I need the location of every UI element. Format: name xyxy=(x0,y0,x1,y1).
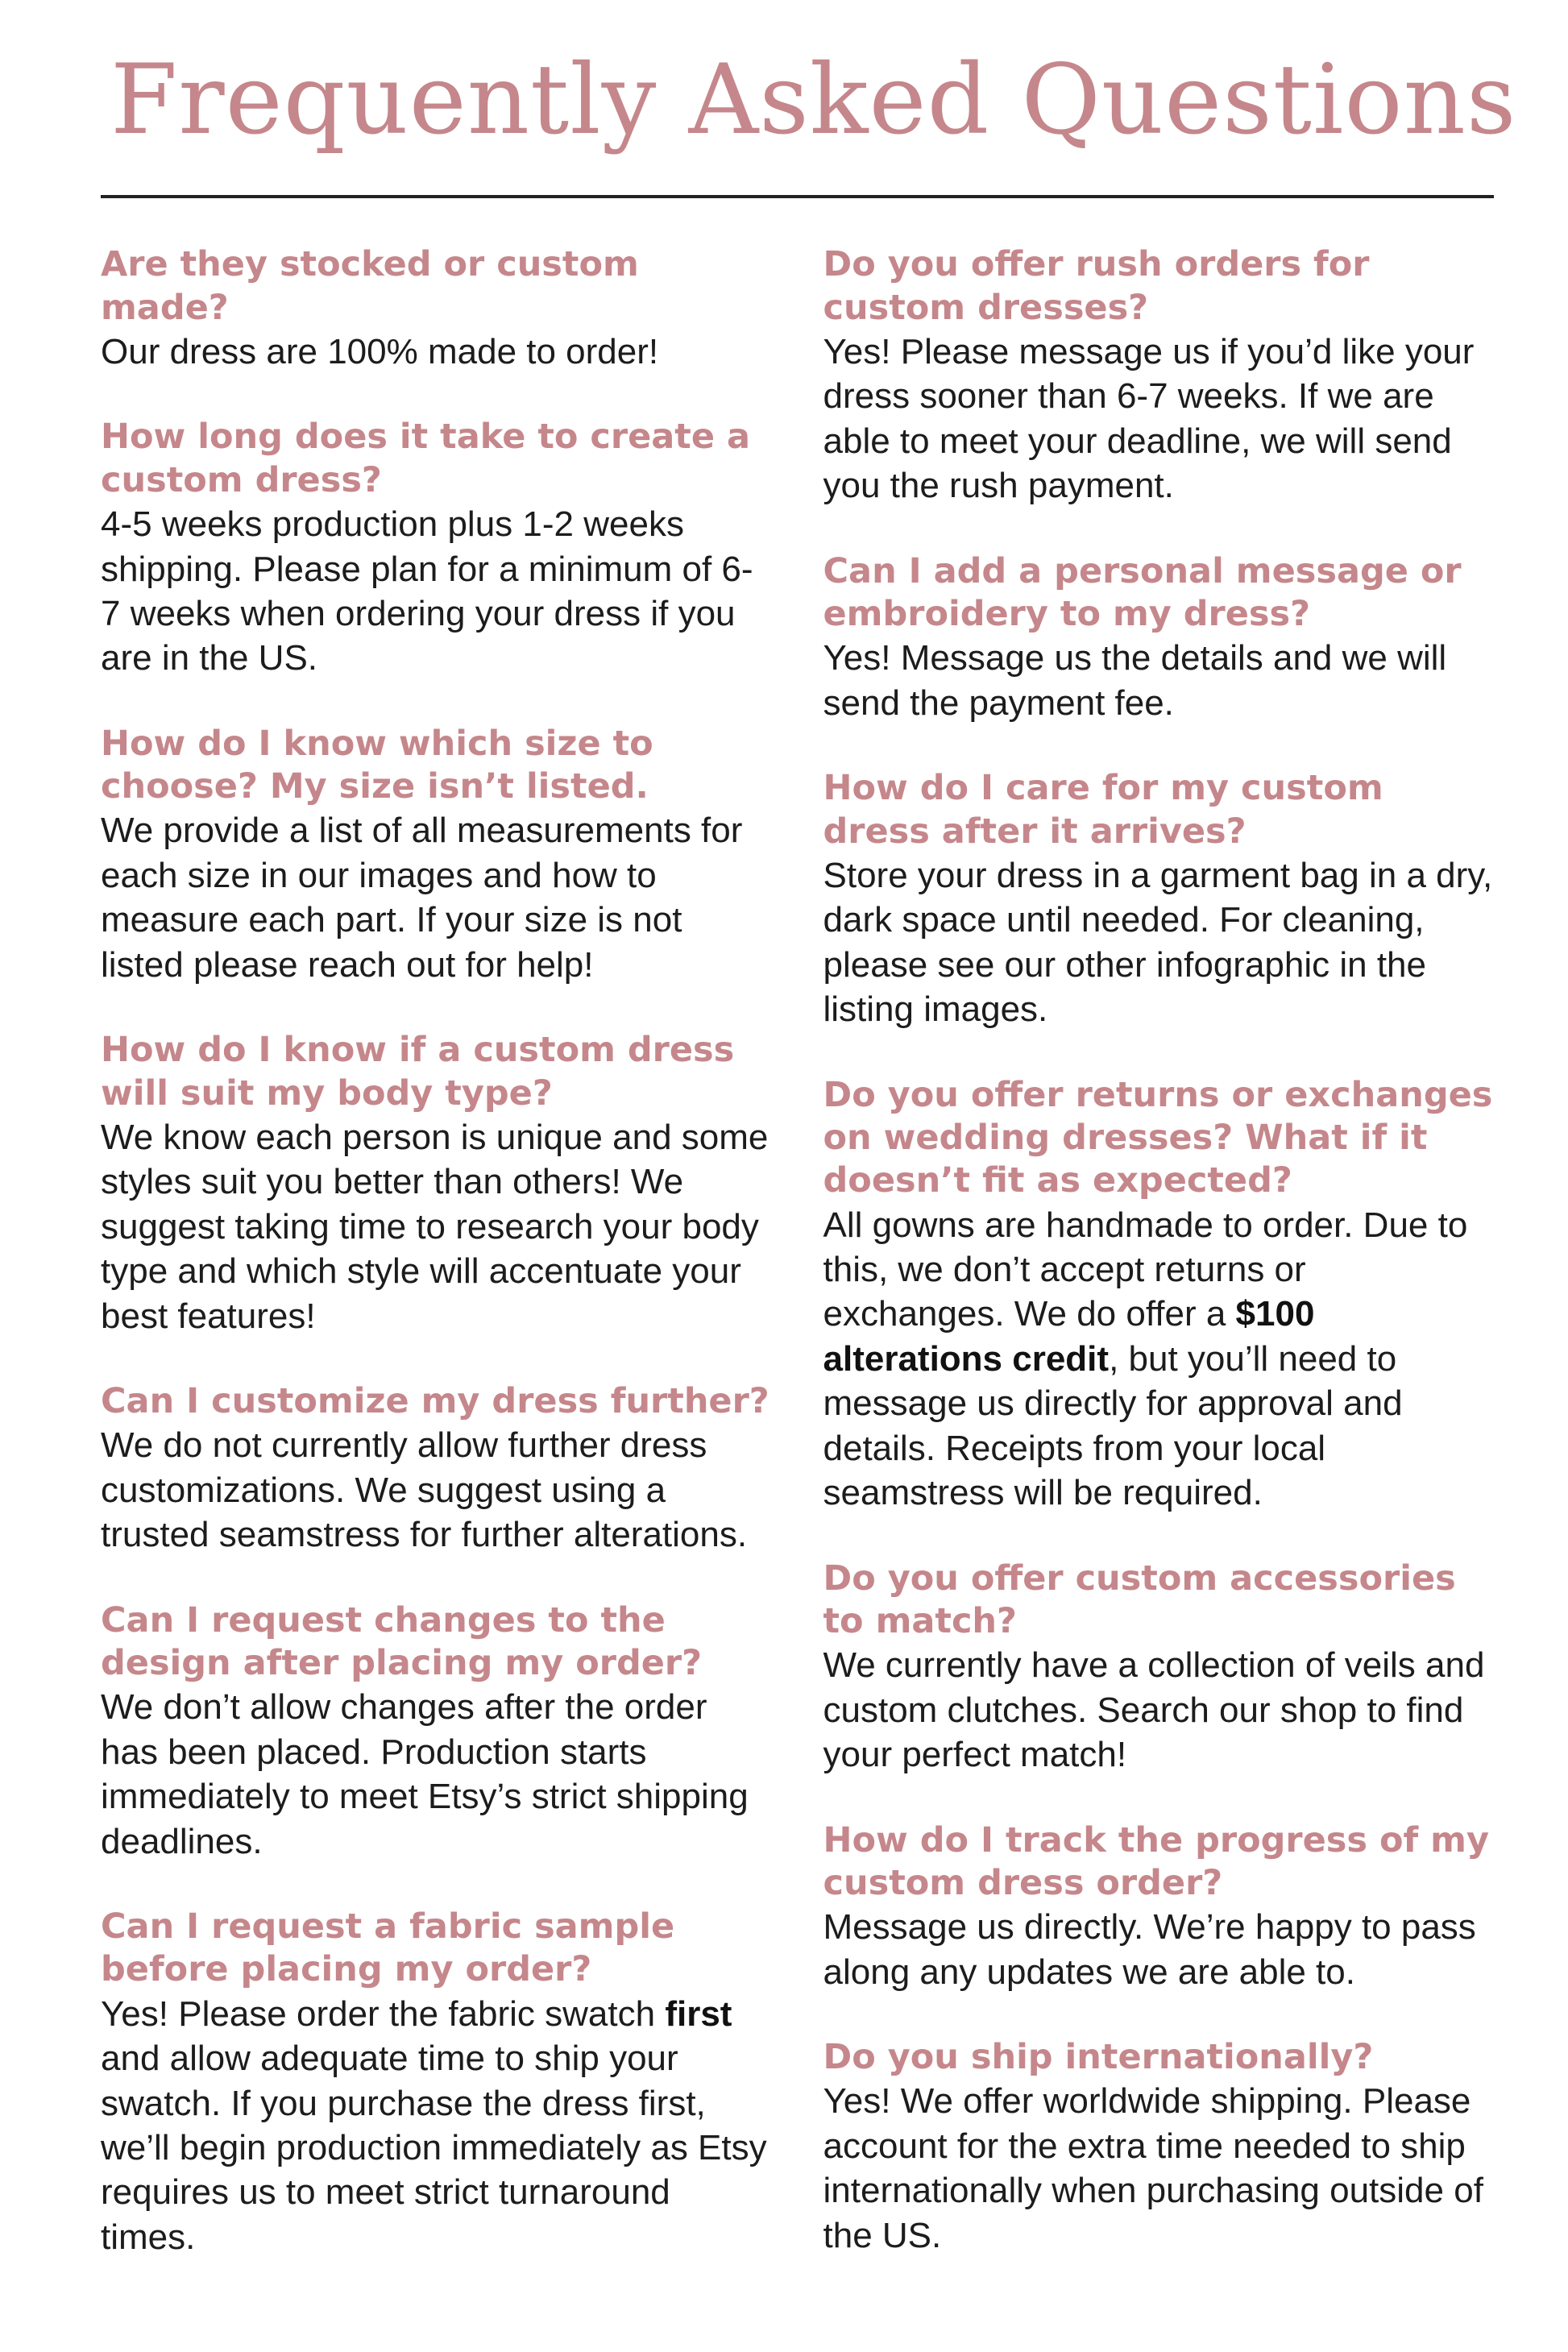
title-divider xyxy=(101,195,1494,198)
faq-item xyxy=(101,1380,772,1558)
faq-item xyxy=(823,1819,1495,1995)
faq-question: Can I add a personal message or embroidery to my dress? xyxy=(823,550,1462,635)
faq-question: How do I care for my custom dress after it arrives? xyxy=(823,768,1383,852)
answer-segment: Store your dress in a garment bag in a dry, dark space until needed. For cleaning, please see our other infographic in the listing images. xyxy=(823,855,1493,1030)
answer-segment: Our dress are 100% made to order! xyxy=(101,332,659,372)
faq-answer xyxy=(823,330,1495,508)
faq-answer xyxy=(101,808,772,987)
faq-answer xyxy=(101,330,772,374)
faq-item xyxy=(101,243,772,374)
answer-segment: Yes! Please order the fabric swatch xyxy=(101,1993,666,2034)
faq-question: How long does it take to create a custom dress? xyxy=(101,417,750,500)
answer-segment: Yes! We offer worldwide shipping. Please account for the extra time needed to ship internationally when purchasing outside of the US. xyxy=(823,2081,1483,2255)
faq-question: How do I know which size to choose? My size isn’t listed. xyxy=(101,723,653,807)
answer-segment: , but you’ll need to message us directly for approval and details. Receipts from your local seamstress will be required. xyxy=(823,1338,1403,1513)
faq-question: Do you offer custom accessories to match? xyxy=(823,1558,1456,1641)
answer-segment: We currently have a collection of veils and custom clutches. Search our shop to find your perfect match! xyxy=(823,1645,1485,1775)
faq-question: Can I request changes to the design after placing my order? xyxy=(101,1599,703,1683)
faq-column-right xyxy=(823,243,1495,2301)
faq-question: Do you offer rush orders for custom dresses? xyxy=(823,244,1370,328)
faq-question: Do you ship internationally? xyxy=(823,2037,1374,2078)
faq-item xyxy=(823,2036,1495,2258)
faq-answer xyxy=(101,1115,772,1338)
answer-segment: We do not currently allow further dress customizations. We suggest using a trusted seamstress for further alterations. xyxy=(101,1425,748,1555)
faq-question: Can I request a fabric sample before placing my order? xyxy=(101,1906,675,1990)
faq-item xyxy=(823,1074,1495,1516)
page-title: Frequently Asked Questions xyxy=(110,44,1517,156)
faq-answer xyxy=(823,1643,1495,1777)
faq-question: Do you offer returns or exchanges on wedding dresses? What if it doesn’t fit as expected? xyxy=(823,1074,1493,1201)
answer-segment: Yes! Please message us if you’d like your dress sooner than 6-7 weeks. If we are able to meet your deadline, we will send you the rush payment. xyxy=(823,332,1475,506)
faq-item xyxy=(823,550,1495,726)
faq-answer xyxy=(101,502,772,681)
faq-question: Are they stocked or custom made? xyxy=(101,244,639,328)
answer-segment: We know each person is unique and some styles suit you better than others! We suggest taking time to research your body type and which style will accentuate your best features! xyxy=(101,1117,769,1336)
faq-answer xyxy=(823,636,1495,725)
faq-question: How do I track the progress of my custom dress order? xyxy=(823,1819,1490,1903)
answer-segment: Message us directly. We’re happy to pass along any updates we are able to. xyxy=(823,1907,1476,1992)
faq-item xyxy=(823,767,1495,1031)
faq-item xyxy=(101,416,772,680)
answer-segment: Yes! Message us the details and we will send the payment fee. xyxy=(823,638,1447,723)
faq-item xyxy=(101,723,772,987)
faq-item xyxy=(101,1906,772,2259)
answer-segment: 4-5 weeks production plus 1-2 weeks shipping. Please plan for a minimum of 6-7 weeks when ordering your dress if you are in the US. xyxy=(101,504,753,678)
faq-answer xyxy=(101,1423,772,1557)
answer-segment: We provide a list of all measurements for each size in our images and how to measure each part. If your size is not listed please reach out for help! xyxy=(101,811,743,985)
answer-segment: and allow adequate time to ship your swatch. If you purchase the dress first, we’ll begin production immediately as Etsy requires us to meet strict turnaround times. xyxy=(101,2039,767,2257)
answer-segment: All gowns are handmade to order. Due to this, we don’t accept returns or exchanges. We do offer a xyxy=(823,1205,1468,1334)
faq-answer xyxy=(823,1203,1495,1516)
faq-question: How do I know if a custom dress will suit my body type? xyxy=(101,1030,735,1114)
faq-answer xyxy=(101,1992,772,2260)
faq-question: Can I customize my dress further? xyxy=(101,1381,769,1422)
faq-item xyxy=(101,1599,772,1864)
answer-segment: We don’t allow changes after the order has been placed. Production starts immediately to meet Etsy’s strict shipping deadlines. xyxy=(101,1687,749,1861)
faq-column-left xyxy=(101,243,772,2301)
faq-item xyxy=(101,1029,772,1338)
answer-segment: first xyxy=(665,1993,732,2034)
faq-answer xyxy=(823,2079,1495,2258)
faq-item xyxy=(823,1558,1495,1777)
faq-item xyxy=(823,243,1495,508)
faq-answer xyxy=(823,1905,1495,1994)
faq-answer xyxy=(823,853,1495,1032)
answer-segment: $100 alterations credit xyxy=(823,1294,1315,1379)
faq-columns xyxy=(101,243,1494,2301)
faq-answer xyxy=(101,1685,772,1864)
